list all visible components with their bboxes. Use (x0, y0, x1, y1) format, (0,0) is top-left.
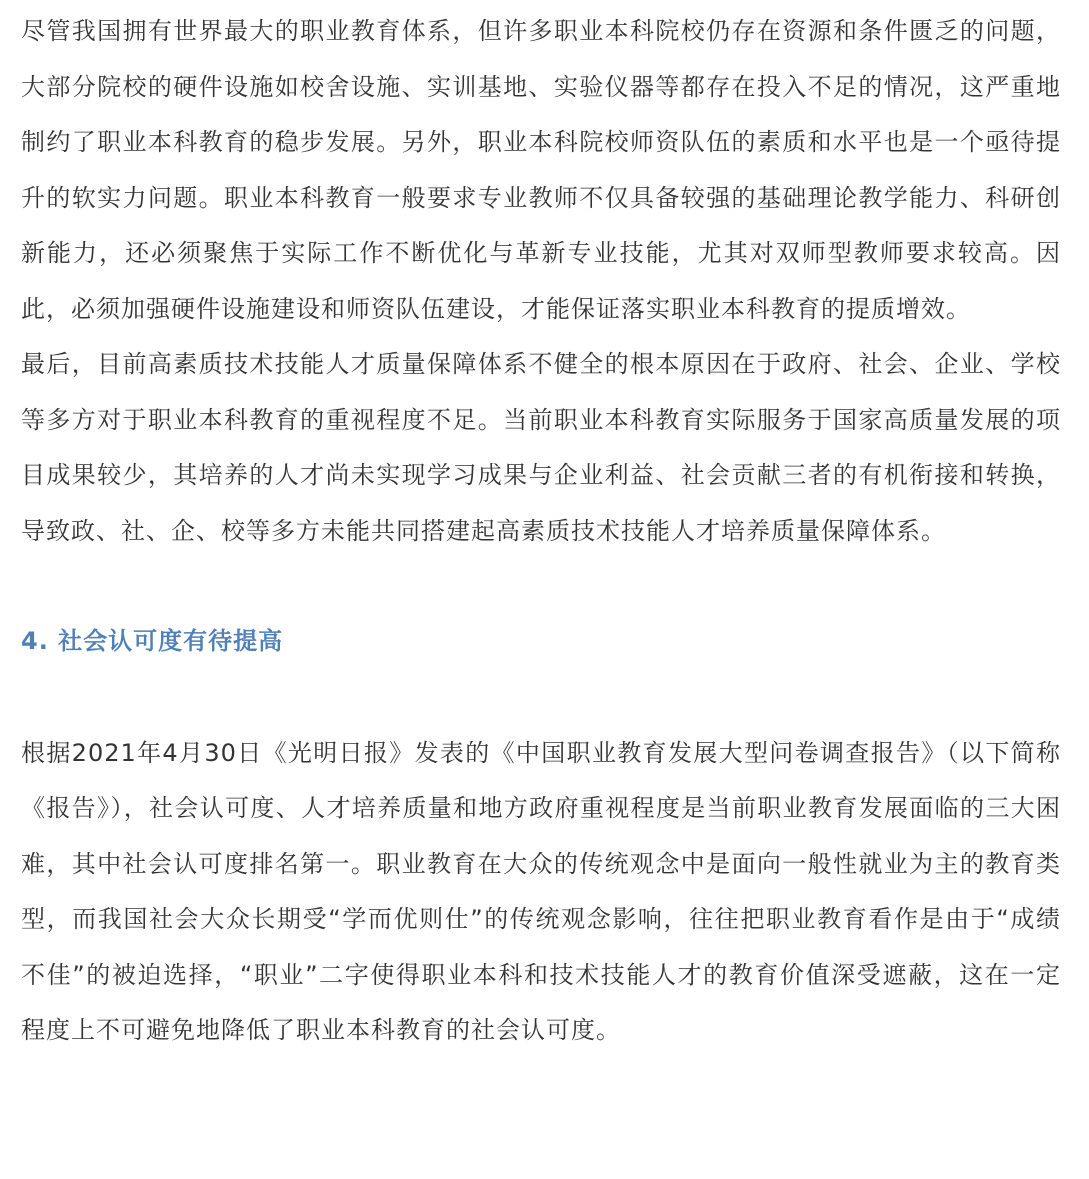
section-heading: 4. 社会认可度有待提高 (21, 627, 284, 655)
section-heading-container (21, 559, 1061, 726)
paragraph-quality-assurance: 最后，目前高素质技术技能人才质量保障体系不健全的根本原因在于政府、社会、企业、学校等多方对于职业本科教育的重视程度不足。当前职业本科教育实际服务于国家高质量发展的项目成果较少，其培养的人才尚未实现学习成果与企业利益、社会贡献三者的有机衔接和转换，导致政、社、企、校等多方未能共同搭建起高素质技术技能人才培养质量保障体系。 (21, 350, 1061, 545)
article-body (21, 0, 1061, 1059)
paragraph-social-recognition: 根据2021年4月30日《光明日报》发表的《中国职业教育发展大型问卷调查报告》（以下简称《报告》），社会认可度、人才培养质量和地方政府重视程度是当前职业教育发展面临的三大困难，其中社会认可度排名第一。职业教育在大众的传统观念中是面向一般性就业为主的教育类型，而我国社会大众长期受“学而优则仕”的传统观念影响，往往把职业教育看作是由于“成绩不佳”的被迫选择，“职业”二字使得职业本科和技术技能人才的教育价值深受遮蔽，这在一定程度上不可避免地降低了职业本科教育的社会认可度。 (21, 738, 1061, 1044)
paragraph-resources-and-faculty: 尽管我国拥有世界最大的职业教育体系，但许多职业本科院校仍存在资源和条件匮乏的问题，大部分院校的硬件设施如校舍设施、实训基地、实验仪器等都存在投入不足的情况，这严重地制约了职业本科教育的稳步发展。另外，职业本科院校师资队伍的素质和水平也是一个亟待提升的软实力问题。职业本科教育一般要求专业教师不仅具备较强的基础理论教学能力、科研创新能力，还必须聚焦于实际工作不断优化与革新专业技能，尤其对双师型教师要求较高。因此，必须加强硬件设施建设和师资队伍建设，才能保证落实职业本科教育的提质增效。 (21, 17, 1061, 323)
